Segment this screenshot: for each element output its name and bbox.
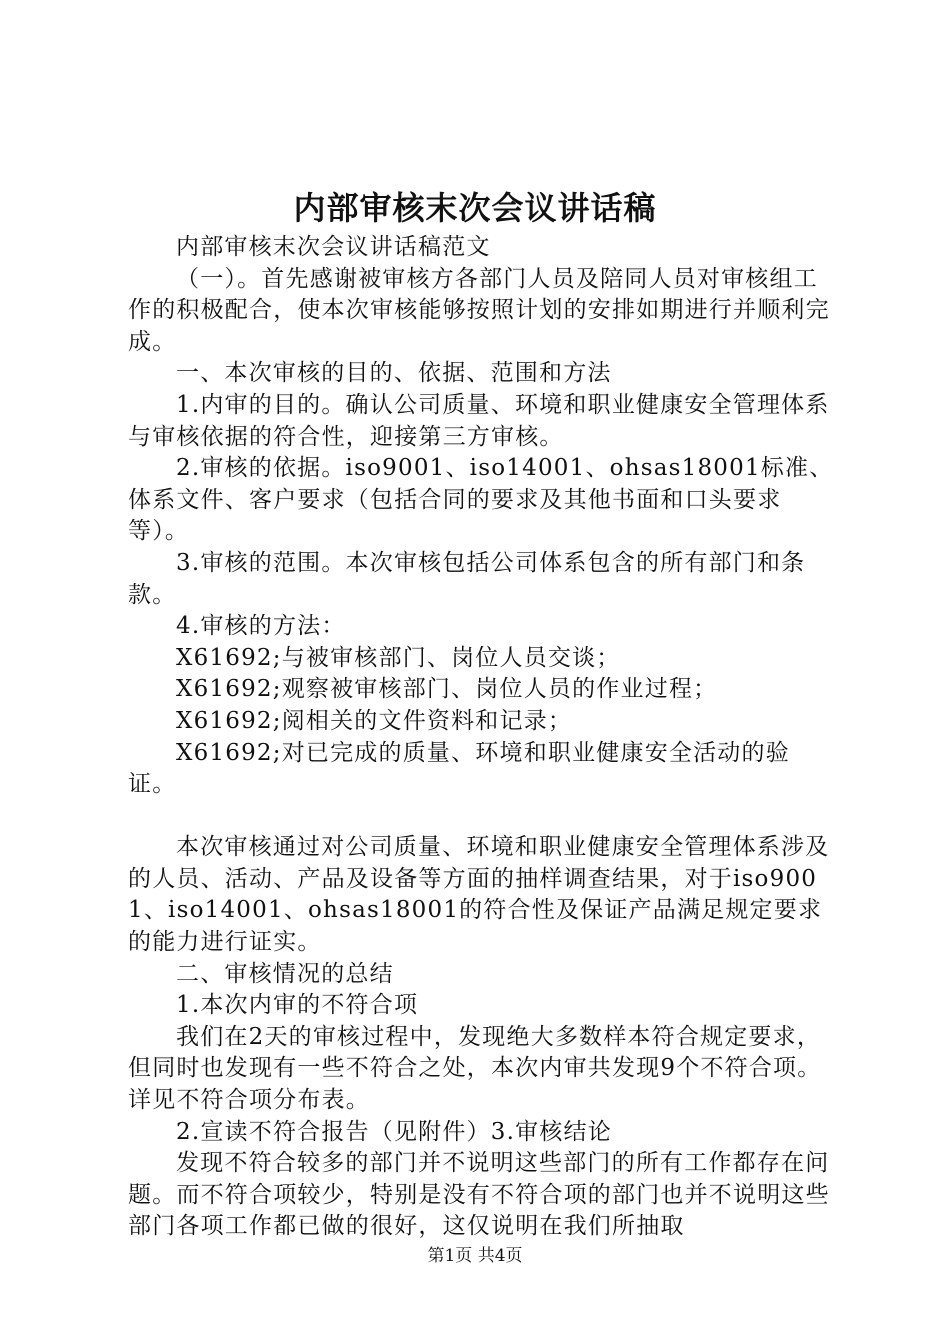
paragraph-summary: 本次审核通过对公司质量、环境和职业健康安全管理体系涉及的人员、活动、产品及设备等方面的抽样调查结果，对于iso9001、iso14001、ohsas18001的符合性及保证产品满足规定要求的能力进行证实。 (128, 834, 830, 956)
paragraph-findings: 我们在2天的审核过程中，发现绝大多数样本符合规定要求，但同时也发现有一些不符合之处，本次内审共发现9个不符合项。详见不符合项分布表。 (128, 1023, 822, 1114)
section-heading-1: 一、本次审核的目的、依据、范围和方法 (176, 360, 612, 387)
document-body (128, 232, 834, 1243)
method-item: X61692;对已完成的质量、环境和职业健康安全活动的验证。 (128, 739, 790, 798)
paragraph-report: 2.宣读不符合报告（见附件）3.审核结论 (176, 1118, 612, 1145)
method-item: X61692;阅相关的文件资料和记录； (176, 707, 573, 734)
paragraph-basis: 2.审核的依据。iso9001、iso14001、ohsas18001标准、体系文件、客户要求（包括合同的要求及其他书面和口头要求等）。 (128, 455, 834, 545)
page-number: 第1页 共4页 (427, 1246, 523, 1266)
section-heading-2: 二、审核情况的总结 (176, 960, 394, 987)
paragraph-method-heading: 4.审核的方法： (176, 613, 346, 640)
paragraph-conclusion: 发现不符合较多的部门并不说明这些部门的所有工作都存在问题。而不符合项较少，特别是没有不符合项的部门也并不说明这些部门各项工作都已做的很好，这仅说明在我们所抽取 (128, 1150, 830, 1240)
method-item: X61692;与被审核部门、岗位人员交谈； (176, 644, 621, 671)
paragraph-purpose: 1.内审的目的。确认公司质量、环境和职业健康安全管理体系与审核依据的符合性，迎接第三方审核。 (128, 391, 830, 450)
paragraph-subtitle: 内部审核末次会议讲话稿范文 (176, 234, 491, 260)
paragraph-intro: （一）。首先感谢被审核方各部门人员及陪同人员对审核组工作的积极配合，使本次审核能够按照计划的安排如期进行并顺利完成。 (128, 265, 830, 355)
paragraph-nonconformity-heading: 1.本次内审的不符合项 (176, 992, 419, 1019)
blank-line (128, 801, 834, 833)
method-item: X61692;观察被审核部门、岗位人员的作业过程； (176, 676, 718, 703)
document-title: 内部审核末次会议讲话稿 (293, 189, 657, 227)
paragraph-scope: 3.审核的范围。本次审核包括公司体系包含的所有部门和条款。 (128, 549, 806, 608)
